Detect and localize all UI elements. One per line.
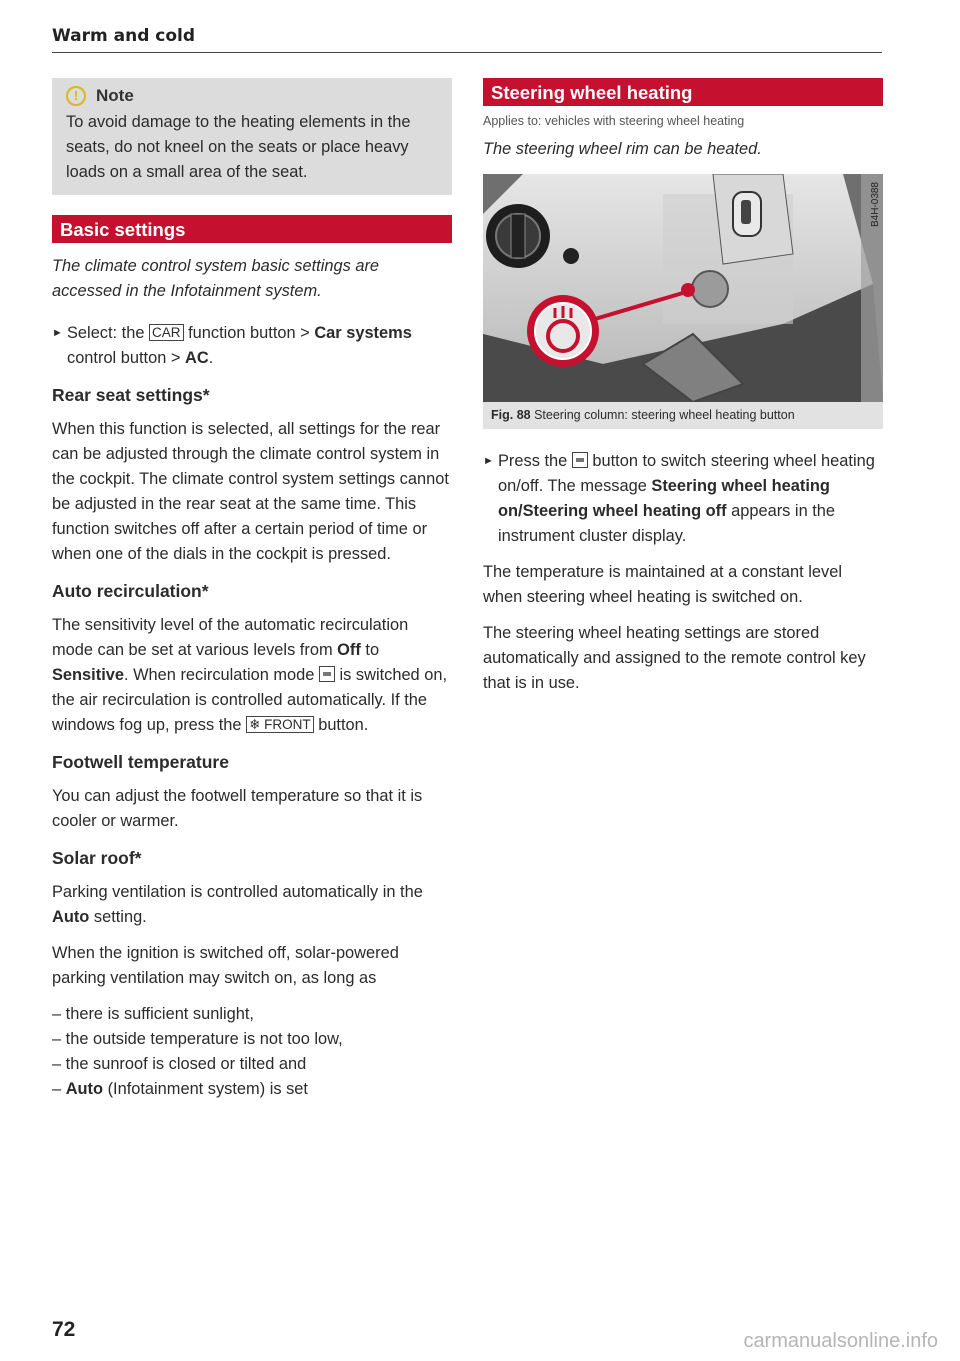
footwell-text: You can adjust the footwell temperature so that it is cooler or warmer. — [52, 787, 423, 830]
select-instruction: ► Select: the CAR function button > Car systems control button > AC. — [52, 321, 452, 371]
bullet-arrow-icon: ► — [483, 455, 494, 467]
figure-caption: Fig. 88 Steering column: steering wheel heating button — [483, 402, 883, 429]
steering-column-illustration — [483, 174, 883, 402]
right-column — [483, 78, 883, 707]
press-instruction: ► Press the button to switch steering wheel heating on/off. The message Steering wheel heating on/Steering wheel heating off appears in the instrument cluster display. — [483, 449, 883, 549]
applies-to: Applies to: vehicles with steering wheel heating — [483, 114, 745, 128]
solar-text-1: Parking ventilation is controlled automatically in the Auto setting. — [52, 883, 423, 926]
watermark: carmanualsonline.info — [743, 1330, 938, 1352]
auto-recirculation-text: The sensitivity level of the automatic recirculation mode can be set at various levels from Off to Sensitive. When recirculation mode is switched on, the air recirculation is controlled automatically. If the windows fog up, press the ❄ FRONT button. — [52, 616, 448, 734]
page-number: 72 — [52, 1318, 76, 1341]
recirculation-icon — [319, 666, 335, 682]
basic-intro: The climate control system basic settings are accessed in the Infotainment system. — [52, 257, 380, 300]
steering-column-figure — [483, 174, 883, 402]
section-title-basic-settings: Basic settings — [52, 215, 452, 243]
note-text: To avoid damage to the heating elements in the seats, do not kneel on the seats or place heavy loads on a small area of the seat. — [66, 113, 411, 181]
note-header — [66, 86, 438, 106]
exclamation-icon: ! — [66, 86, 86, 106]
solar-roof-heading: Solar roof* — [52, 848, 142, 868]
running-header: Warm and cold — [52, 26, 196, 46]
stored-text: The steering wheel heating settings are stored automatically and assigned to the remote control key that is in use. — [483, 624, 866, 692]
bullet-arrow-icon: ► — [52, 327, 63, 339]
list-item: – Auto (Infotainment system) is set — [52, 1080, 308, 1098]
auto-recirculation-heading: Auto recirculation* — [52, 581, 209, 601]
note-box — [52, 78, 452, 195]
steering-heating-icon — [572, 452, 588, 468]
rear-seat-text: When this function is selected, all settings for the rear can be adjusted through the climate control system in the cockpit. The climate control system settings cannot be adjusted in the rear seat at the same time. This function switches off after a certain period of time or when one of the dials in the cockpit is pressed. — [52, 420, 449, 563]
front-defrost-key: ❄ FRONT — [246, 716, 314, 733]
steering-intro: The steering wheel rim can be heated. — [483, 140, 762, 158]
left-column — [52, 78, 452, 1102]
temperature-text: The temperature is maintained at a constant level when steering wheel heating is switched on. — [483, 563, 842, 606]
list-item: – there is sufficient sunlight, — [52, 1005, 254, 1023]
figure-code: B4H-0388 — [870, 182, 881, 228]
car-key: CAR — [149, 324, 184, 341]
footwell-heading: Footwell temperature — [52, 752, 229, 772]
rear-seat-heading: Rear seat settings* — [52, 385, 210, 405]
solar-text-2: When the ignition is switched off, solar-powered parking ventilation may switch on, as long as — [52, 944, 399, 987]
list-item: – the outside temperature is not too low, — [52, 1030, 343, 1048]
section-title-steering-heating: Steering wheel heating — [483, 78, 883, 106]
header-rule — [52, 52, 882, 53]
note-title: Note — [96, 86, 134, 105]
list-item: – the sunroof is closed or tilted and — [52, 1055, 307, 1073]
